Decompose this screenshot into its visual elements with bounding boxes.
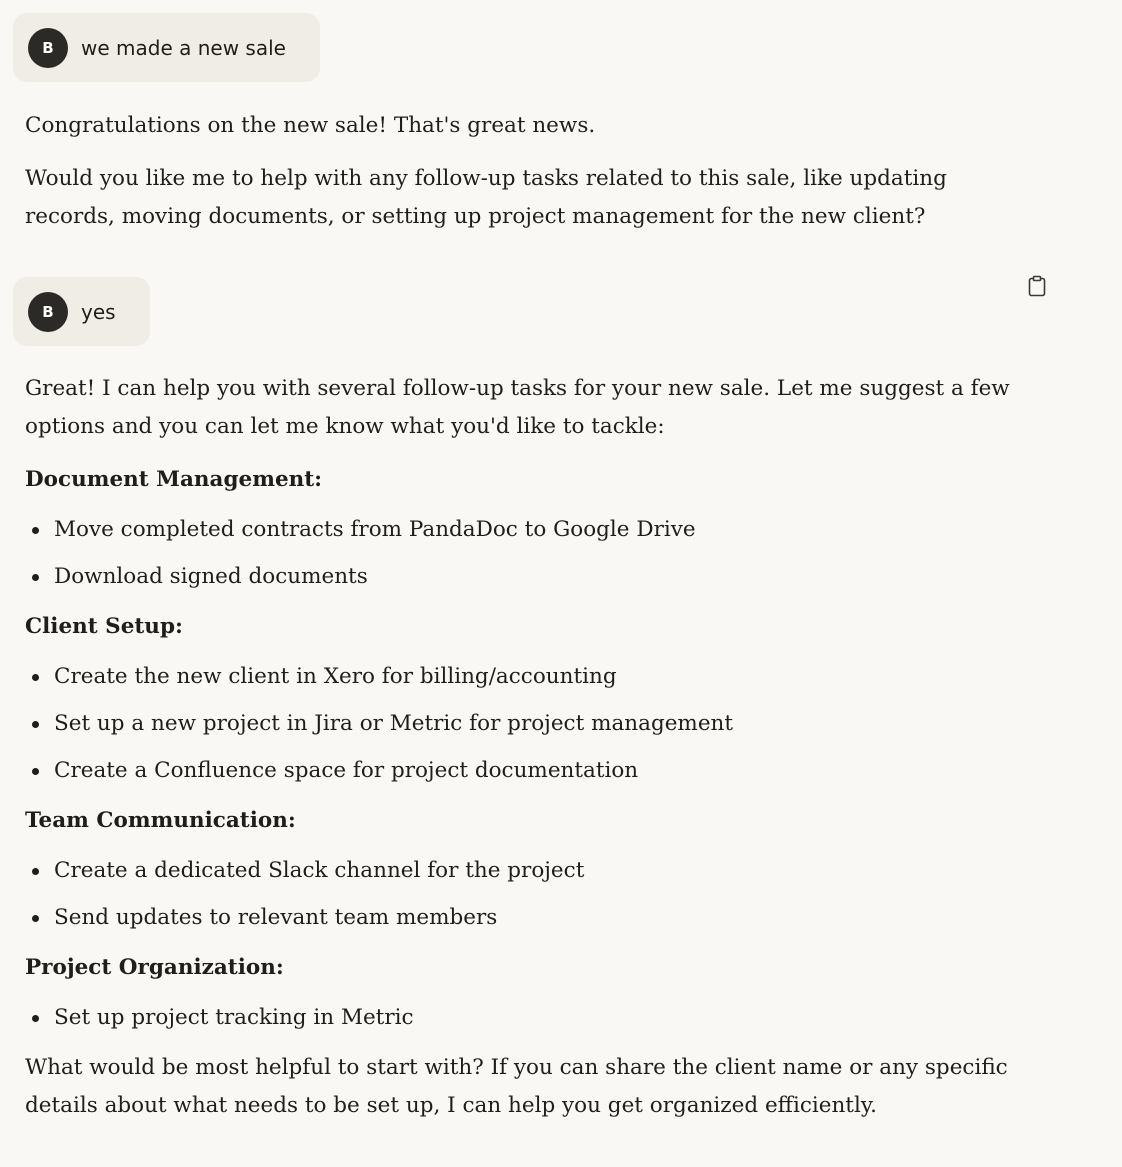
bullet-list — [25, 514, 1025, 593]
assistant-message — [25, 370, 1025, 1125]
user-avatar: B — [28, 292, 68, 332]
user-message — [13, 277, 150, 346]
user-avatar: B — [28, 28, 68, 68]
assistant-paragraph: Would you like me to help with any follow-up tasks related to this sale, like updating records, moving documents, or setting up project management for the new client? — [25, 166, 947, 229]
section-heading: Document Management: — [25, 467, 323, 492]
copy-button[interactable] — [1023, 272, 1051, 300]
bullet-list — [25, 1002, 1025, 1034]
assistant-paragraph: Congratulations on the new sale! That's great news. — [25, 113, 596, 138]
list-item: Set up project tracking in Metric — [25, 1002, 1025, 1034]
list-item: Move completed contracts from PandaDoc to Google Drive — [25, 514, 1025, 546]
section-heading: Team Communication: — [25, 808, 296, 833]
list-item: Create a Confluence space for project documentation — [25, 755, 1025, 787]
list-item: Set up a new project in Jira or Metric for project management — [25, 708, 1025, 740]
list-item: Create the new client in Xero for billing/accounting — [25, 661, 1025, 693]
assistant-outro: What would be most helpful to start with? If you can share the client name or any specific details about what needs to be set up, I can help you get organized efficiently. — [25, 1055, 1008, 1118]
section-heading: Project Organization: — [25, 955, 284, 980]
bullet-list — [25, 855, 1025, 934]
assistant-message — [25, 107, 1025, 236]
list-item: Download signed documents — [25, 561, 1025, 593]
user-message-text: yes — [81, 299, 116, 324]
user-message — [13, 13, 320, 82]
clipboard-icon — [1027, 275, 1047, 297]
user-message-text: we made a new sale — [81, 35, 286, 60]
section-heading: Client Setup: — [25, 614, 183, 639]
bullet-list — [25, 661, 1025, 787]
list-item: Create a dedicated Slack channel for the project — [25, 855, 1025, 887]
list-item: Send updates to relevant team members — [25, 902, 1025, 934]
assistant-intro: Great! I can help you with several follow-up tasks for your new sale. Let me suggest a few options and you can let me know what you'd like to tackle: — [25, 376, 1010, 439]
